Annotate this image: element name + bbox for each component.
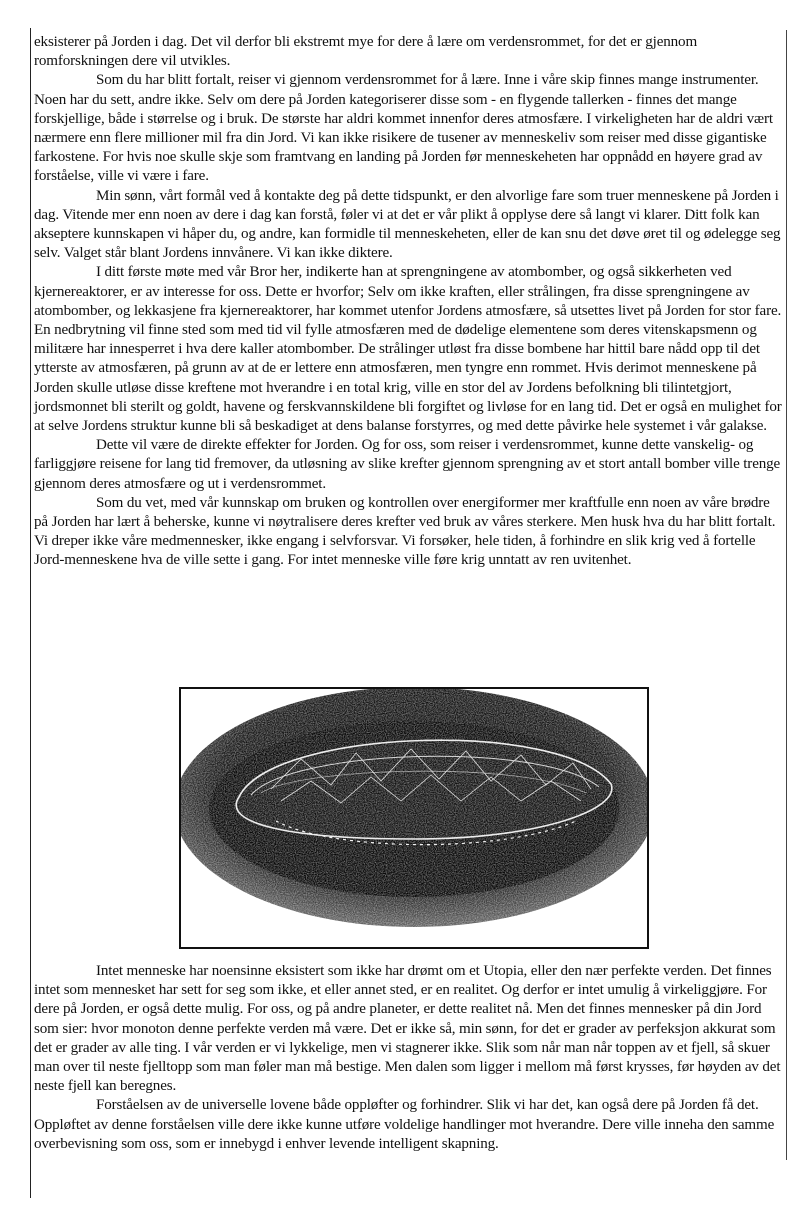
paragraph: Min sønn, vårt formål ved å kontakte deg på dette tidspunkt, er den alvorlige fare som truer menneskene på Jorden i dag. Vitende mer enn noen av dere i dag kan forstå, føler vi at det er vår plikt å opplyse dere så langt vi klarer. Ditt folk kan akseptere kunnskapen vi håper du, og andre, kan formidle til menneskeheten, eller de kan snu det døve øret til og ødelegge seg selv. Valget står blant Jordens innvånere. Vi kan ikke diktere. <box>34 187 781 262</box>
paragraph: Dette vil være de direkte effekter for Jorden. Og for oss, som reiser i verdensrommet, kunne dette vanskelig- og farliggjøre reisene for lang tid fremover, da utløsning av slike krefter gjennom sprengning av et stort antall bomber ville trenge gjennom deres atmosfære og ut i verdensrommet. <box>34 437 781 492</box>
paragraph: Forståelsen av de universelle lovene både oppløfter og forhindrer. Slik vi har det, kan også dere på Jorden få det. Oppløftet av denne forståelsen ville dere ikke kunne utføre voldelige handlinger mot hverandre. Dere ville inneha den samme overbevisning som oss, som er innebygd i enhver levende intelligent skapning. <box>34 1097 775 1152</box>
lower-text-block <box>34 962 784 1154</box>
flying-saucer-image <box>181 689 647 947</box>
paragraph: Intet menneske har noensinne eksistert som ikke har drømt om et Utopia, eller den nær perfekte verden. Det finnes intet som mennesket har sett for seg som ikke, et eller annet sted, er en realitet. Og derfor er intet umulig å virkeliggjøre. For dere på Jorden, er også dette mulig. For oss, og på andre planeter, er dette realitet nå. Men det finnes mennesker på din Jord som sier: hvor monoton denne perfekte verden må være. Det er ikke så, min sønn, for det er grader av perfeksjon akkurat som det er grader av alle ting. I vår verden er vi lykkelige, men vi stagnerer ikke. Slik som når man når toppen av et fjell, så skuer man over til neste fjelltopp som man føler man må bestige. Men dalen som ligger i mellom må først krysses, før høyden av det neste fjell kan beregnes. <box>34 963 781 1095</box>
upper-text-block <box>34 33 784 571</box>
left-margin-rule <box>30 28 31 1198</box>
flying-saucer-photo <box>179 687 649 949</box>
paragraph: Som du vet, med vår kunnskap om bruken og kontrollen over energiformer mer kraftfulle enn noen av våre brødre på Jorden har lært å beherske, kunne vi nøytralisere deres krefter ved bruk av våres sterkere. Men husk hva du har blitt fortalt. Vi dreper ikke våre medmennesker, ikke engang i selvforsvar. Vi forsøker, hele tiden, å forhindre en slik krig ved å fortelle Jord-menneskene hva de ville sette i gang. For intet menneske ville føre krig unntatt av ren uvitenhet. <box>34 494 776 569</box>
paragraph: Som du har blitt fortalt, reiser vi gjennom verdensrommet for å lære. Inne i våre skip finnes mange instrumenter. Noen har du sett, andre ikke. Selv om dere på Jorden kategoriserer disse som - en flygende tallerken - finnes det mange forskjellige, både i størrelse og i bruk. De største har aldri kommet innenfor deres atmosfære. I virkeligheten har de aldri vært nærmere enn flere millioner mil fra din Jord. Vi kan ikke risikere de tusener av menneskeliv som reiser med disse gigantiske farkostene. For hvis noe skulle skje som framtvang en landing på Jorden før menneskeheten har oppnådd en høyere grad av forståelse, ville vi være i fare. <box>34 72 773 185</box>
paragraph: I ditt første møte med vår Bror her, indikerte han at sprengningene av atombomber, og også sikkerheten ved kjernereaktorer, er av interesse for oss. Dette er hvorfor; Selv om ikke kraften, eller strålingen, fra disse sprengningene av atombomber, og lekkasjene fra kjernereaktorer, har kommet utenfor Jordens atmosfære, så utsettes livet på Jorden for stor fare. En nedbrytning vil finne sted som med tid vil fylle atmosfæren med de dødelige elementene som deres vitenskapsmenn og militære har innesperret i hva dere kaller atombomber. De strålinger utløst fra disse bombene har hittil bare nådd opp til det ytterste av atmosfæren, på grunn av at de er lettere enn atmosfæren, men tyngre enn rommet. Hvis derimot menneskene på Jorden skulle utløse disse kreftene mot hverandre i en total krig, ville en stor del av Jordens befolkning bli tilintetgjort, jordsmonnet bli sterilt og goldt, havene og ferskvannskildene bli forgiftet og livløse for en lang tid. Det er også en mulighet for at selve Jordens struktur kunne bli så beskadiget at dens balanse forstyrres, og med dette påvirke hele systemet i vår galakse. <box>34 264 782 435</box>
paragraph: eksisterer på Jorden i dag. Det vil derfor bli ekstremt mye for dere å lære om verdensrommet, for det er gjennom romforskningen dere vil utvikles. <box>34 34 698 70</box>
right-margin-rule <box>786 30 787 1160</box>
